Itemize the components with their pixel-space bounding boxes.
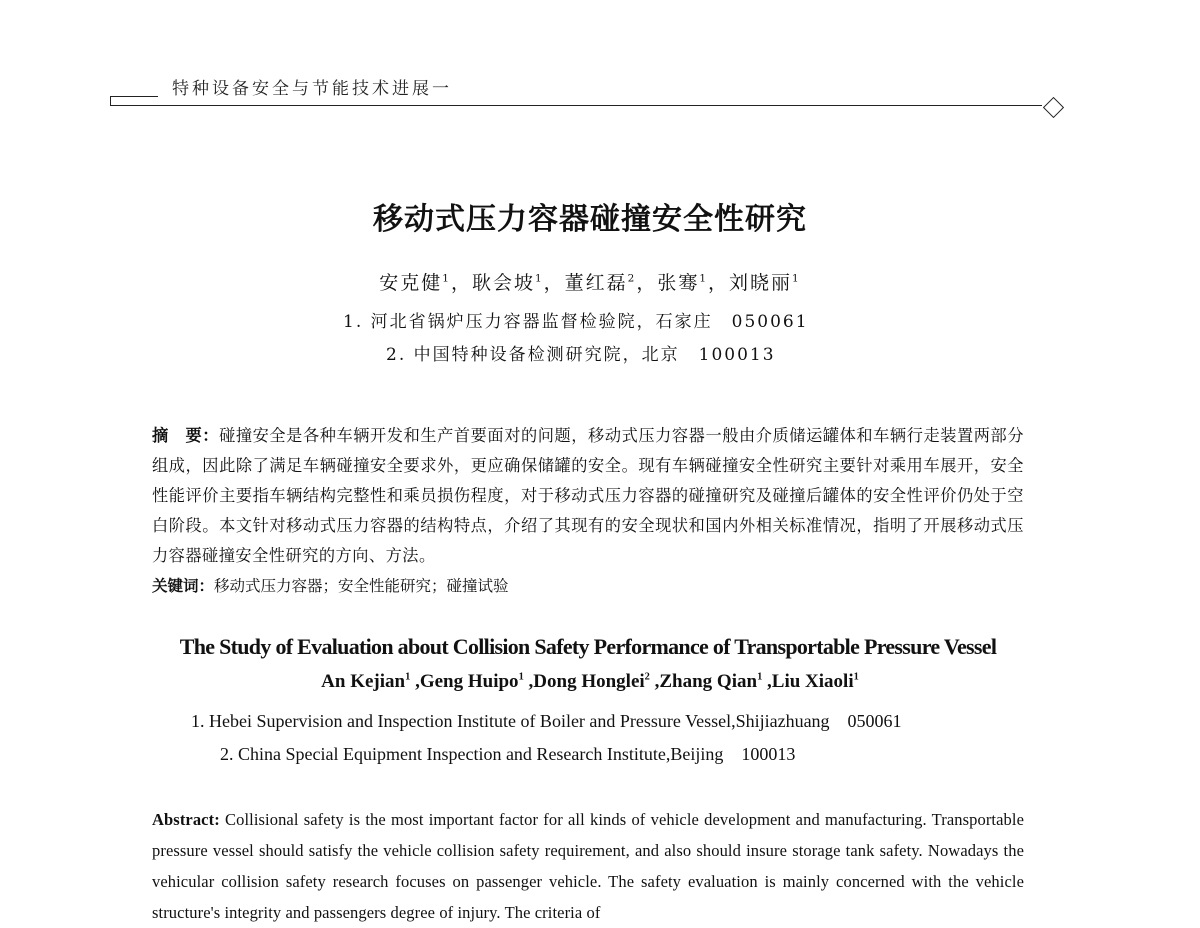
abstract-en	[152, 804, 1024, 928]
author-affiliation-mark: 1	[518, 671, 524, 683]
header-rule	[110, 105, 1042, 106]
affiliation-cn-1: 1. 河北省锅炉压力容器监督检验院，石家庄 050061	[343, 312, 809, 332]
running-header: 特种设备安全与节能技术进展一	[172, 79, 452, 99]
author-affiliation-mark: 1	[442, 272, 451, 285]
header-rule-short	[110, 96, 158, 97]
author-name: 安克健	[379, 272, 443, 294]
diamond-ornament-icon	[1043, 97, 1064, 118]
author-affiliation-mark: 2	[627, 272, 637, 285]
author-affiliation-mark: 1	[405, 671, 411, 683]
abstract-cn	[152, 421, 1024, 571]
affiliation-en-1: 1. Hebei Supervision and Inspection Institute of Boiler and Pressure Vessel,Shijiazhuang 050061	[191, 711, 902, 731]
author-list-en: An Kejian$^1$ ,Geng Huipo$^1$ ,Dong Honglei$^2$ ,Zhang Qian$^1$ ,Liu Xiaoli$^1$	[321, 671, 859, 692]
author-affiliation-mark: 1	[853, 671, 859, 683]
author-name: 董红磊	[564, 272, 628, 294]
paper-title-en: The Study of Evaluation about Collision Safety Performance of Transportable Pressure Vessel	[179, 634, 997, 659]
author-affiliation-mark: 1	[699, 272, 709, 285]
author-name-en: An Kejian	[321, 671, 406, 692]
author-affiliation-mark: 1	[792, 272, 801, 285]
author-list-cn: 安克健$^1$，耿会坡$^1$，董红磊$^2$，张骞$^1$，刘晓丽$^1$	[379, 272, 801, 294]
author-name-en: Zhang Qian	[659, 671, 758, 692]
abstract-en-text: Collisional safety is the most important factor for all kinds of vehicle development and manufacturing. Transportable pressure vessel should satisfy the vehicle collision safety requirement, and also should insure storage tank safety. Nowadays the vehicular collision safety research focuses on passenger vehicle. The safety evaluation is mainly concerned with the vehicle structure's integrity and passengers degree of injury. The criteria of	[152, 810, 1024, 922]
affiliation-en-2: 2. China Special Equipment Inspection and Research Institute,Beijing 100013	[220, 744, 796, 764]
author-name: 刘晓丽	[729, 272, 793, 294]
author-affiliation-mark: 1	[757, 671, 763, 683]
paper-title: 移动式压力容器碰撞安全性研究	[373, 202, 807, 237]
author-name-en: Geng Huipo	[419, 671, 519, 692]
header-rule-tick	[110, 96, 111, 105]
author-name: 张骞	[657, 272, 700, 294]
keywords-cn-label: 关键词：	[152, 577, 215, 595]
keywords-cn	[152, 574, 509, 596]
author-affiliation-mark: 1	[534, 272, 544, 285]
author-name-en: Dong Honglei	[533, 671, 645, 692]
abstract-cn-text: 碰撞安全是各种车辆开发和生产首要面对的问题，移动式压力容器一般由介质储运罐体和车辆行走装置两部分组成，因此除了满足车辆碰撞安全要求外，更应确保储罐的安全。现有车辆碰撞安全性研究主要针对乘用车展开，安全性能评价主要指车辆结构完整性和乘员损伤程度，对于移动式压力容器的碰撞研究及碰撞后罐体的安全性评价仍处于空白阶段。本文针对移动式压力容器的结构特点，介绍了其现有的安全现状和国内外相关标准情况，指明了开展移动式压力容器碰撞安全性研究的方向、方法。	[152, 426, 1025, 565]
author-affiliation-mark: 2	[644, 671, 650, 683]
keywords-cn-text: 移动式压力容器；安全性能研究；碰撞试验	[214, 577, 509, 595]
author-name: 耿会坡	[471, 272, 535, 294]
abstract-cn-label: 摘 要：	[152, 426, 220, 445]
abstract-en-label: Abstract:	[152, 810, 220, 829]
author-name-en: Liu Xiaoli	[771, 671, 854, 692]
affiliation-cn-2: 2. 中国特种设备检测研究院，北京 100013	[386, 345, 776, 365]
